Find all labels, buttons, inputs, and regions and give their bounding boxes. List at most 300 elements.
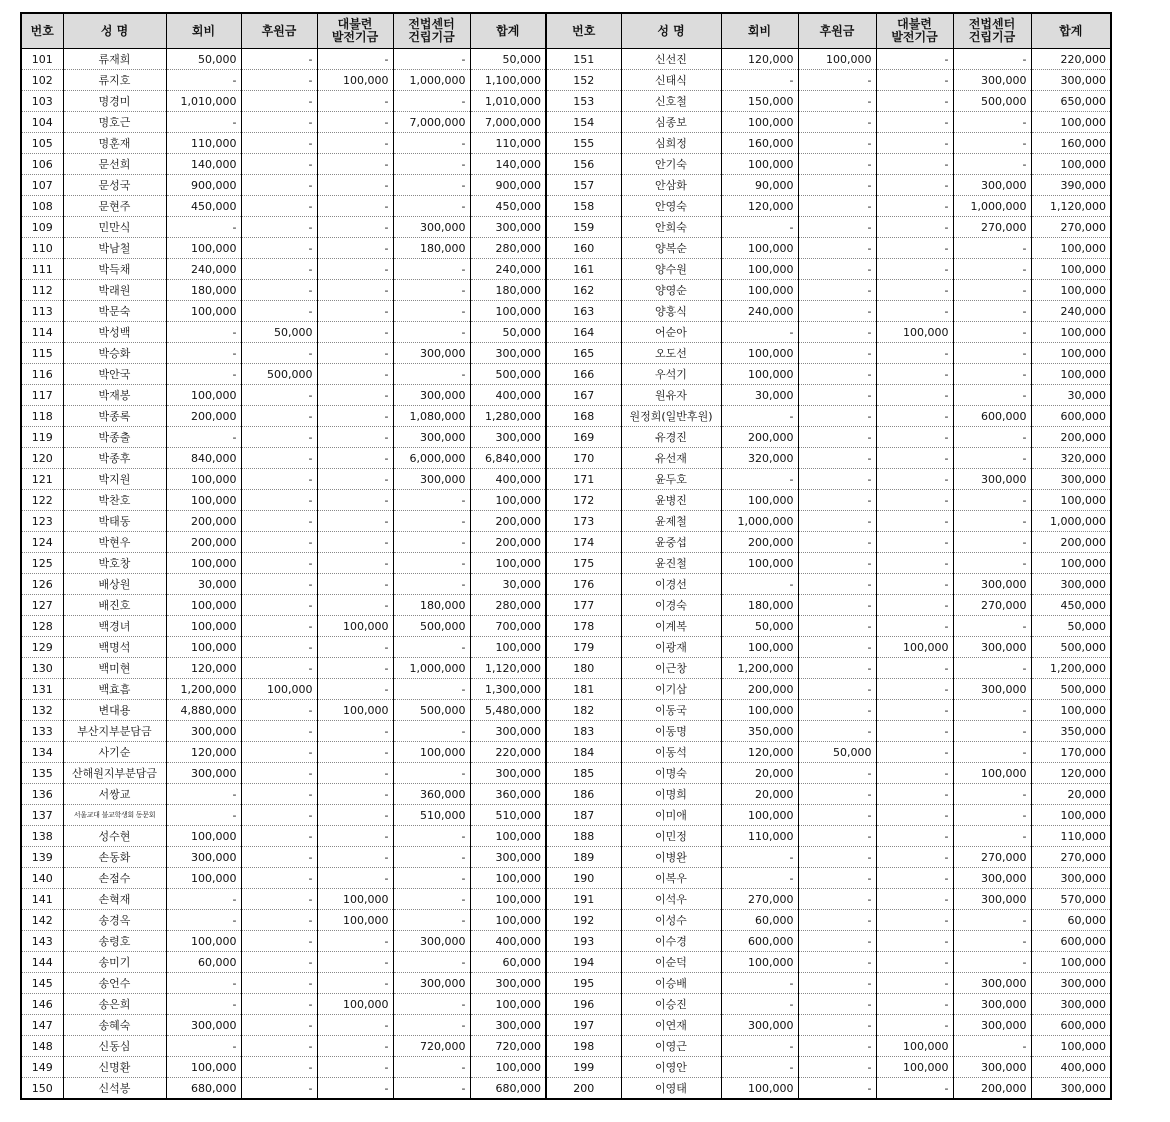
cell-total: 220,000 xyxy=(470,742,546,763)
cell-name: 이연재 xyxy=(621,1015,721,1036)
table-row xyxy=(21,637,1111,658)
cell-name: 이석우 xyxy=(621,889,721,910)
cell-development-fund: - xyxy=(876,70,953,91)
cell-name: 이병완 xyxy=(621,847,721,868)
cell-donation: - xyxy=(798,973,876,994)
cell-name: 박태동 xyxy=(63,511,166,532)
cell-total: 1,280,000 xyxy=(470,406,546,427)
cell-total: 280,000 xyxy=(470,595,546,616)
cell-center-fund: 300,000 xyxy=(393,385,470,406)
cell-total: 450,000 xyxy=(1031,595,1111,616)
cell-donation: - xyxy=(798,259,876,280)
cell-name: 양영순 xyxy=(621,280,721,301)
cell-number: 117 xyxy=(21,385,63,406)
cell-development-fund: - xyxy=(317,385,393,406)
cell-total: 60,000 xyxy=(1031,910,1111,931)
cell-center-fund: - xyxy=(953,385,1031,406)
cell-number: 164 xyxy=(546,322,621,343)
table-row xyxy=(21,868,1111,889)
cell-number: 163 xyxy=(546,301,621,322)
cell-center-fund: 180,000 xyxy=(393,238,470,259)
cell-center-fund: - xyxy=(393,532,470,553)
cell-membership-fee: 160,000 xyxy=(721,133,798,154)
cell-center-fund: - xyxy=(393,301,470,322)
cell-membership-fee: - xyxy=(721,406,798,427)
cell-total: 100,000 xyxy=(470,889,546,910)
cell-development-fund: - xyxy=(317,448,393,469)
cell-development-fund: - xyxy=(317,868,393,889)
table-row xyxy=(21,511,1111,532)
cell-center-fund: - xyxy=(953,448,1031,469)
cell-number: 156 xyxy=(546,154,621,175)
cell-number: 160 xyxy=(546,238,621,259)
cell-center-fund: - xyxy=(953,259,1031,280)
cell-membership-fee: 60,000 xyxy=(721,910,798,931)
cell-number: 152 xyxy=(546,70,621,91)
cell-total: 390,000 xyxy=(1031,175,1111,196)
cell-name: 민만식 xyxy=(63,217,166,238)
cell-donation: - xyxy=(798,658,876,679)
cell-donation: - xyxy=(241,994,317,1015)
cell-name: 어순아 xyxy=(621,322,721,343)
cell-membership-fee: 100,000 xyxy=(166,868,241,889)
cell-number: 158 xyxy=(546,196,621,217)
cell-membership-fee: 110,000 xyxy=(166,133,241,154)
cell-name: 박종후 xyxy=(63,448,166,469)
cell-number: 113 xyxy=(21,301,63,322)
header-line: 후원금 xyxy=(819,23,855,38)
table-row xyxy=(21,553,1111,574)
cell-development-fund: - xyxy=(317,364,393,385)
cell-membership-fee: - xyxy=(721,70,798,91)
cell-center-fund: - xyxy=(953,364,1031,385)
cell-total: 100,000 xyxy=(470,826,546,847)
header-row xyxy=(21,13,1111,49)
cell-development-fund: - xyxy=(876,889,953,910)
table-row xyxy=(21,217,1111,238)
cell-donation: - xyxy=(241,217,317,238)
cell-total: 1,120,000 xyxy=(470,658,546,679)
cell-total: 100,000 xyxy=(470,553,546,574)
header-line: 전법센터 xyxy=(968,17,1016,31)
table-row xyxy=(21,532,1111,553)
cell-development-fund: - xyxy=(876,469,953,490)
cell-name: 이승진 xyxy=(621,994,721,1015)
cell-total: 700,000 xyxy=(470,616,546,637)
cell-center-fund: 500,000 xyxy=(393,700,470,721)
cell-name: 신호철 xyxy=(621,91,721,112)
cell-number: 192 xyxy=(546,910,621,931)
cell-donation: - xyxy=(798,1036,876,1057)
cell-development-fund: - xyxy=(876,490,953,511)
cell-donation: - xyxy=(798,217,876,238)
cell-center-fund: - xyxy=(953,553,1031,574)
cell-total: 680,000 xyxy=(470,1078,546,1100)
cell-total: 300,000 xyxy=(1031,994,1111,1015)
cell-total: 120,000 xyxy=(1031,763,1111,784)
cell-name: 박호창 xyxy=(63,553,166,574)
cell-donation: - xyxy=(798,616,876,637)
cell-total: 500,000 xyxy=(1031,637,1111,658)
cell-number: 110 xyxy=(21,238,63,259)
cell-development-fund: - xyxy=(317,406,393,427)
cell-center-fund: - xyxy=(953,133,1031,154)
cell-number: 159 xyxy=(546,217,621,238)
cell-development-fund: - xyxy=(876,931,953,952)
cell-donation: - xyxy=(241,889,317,910)
column-header-center-fund xyxy=(393,13,470,49)
cell-number: 186 xyxy=(546,784,621,805)
cell-number: 179 xyxy=(546,637,621,658)
cell-center-fund: - xyxy=(953,427,1031,448)
cell-number: 165 xyxy=(546,343,621,364)
cell-development-fund: 100,000 xyxy=(317,910,393,931)
cell-membership-fee: - xyxy=(166,112,241,133)
cell-center-fund: 1,080,000 xyxy=(393,406,470,427)
cell-center-fund: - xyxy=(953,343,1031,364)
table-row xyxy=(21,805,1111,826)
cell-development-fund: - xyxy=(317,49,393,70)
cell-donation: - xyxy=(241,805,317,826)
cell-donation: - xyxy=(798,1078,876,1100)
cell-name: 이영안 xyxy=(621,1057,721,1078)
cell-development-fund: - xyxy=(317,1015,393,1036)
cell-membership-fee: - xyxy=(721,574,798,595)
cell-center-fund: 300,000 xyxy=(393,217,470,238)
cell-total: 300,000 xyxy=(470,721,546,742)
cell-membership-fee: 100,000 xyxy=(721,238,798,259)
cell-donation: - xyxy=(241,952,317,973)
cell-donation: 100,000 xyxy=(798,49,876,70)
cell-donation: - xyxy=(241,427,317,448)
cell-development-fund: - xyxy=(317,259,393,280)
cell-membership-fee: 20,000 xyxy=(721,763,798,784)
cell-center-fund: - xyxy=(953,511,1031,532)
cell-number: 127 xyxy=(21,595,63,616)
cell-name: 박문숙 xyxy=(63,301,166,322)
cell-membership-fee: - xyxy=(721,469,798,490)
table-row xyxy=(21,175,1111,196)
cell-number: 120 xyxy=(21,448,63,469)
cell-center-fund: - xyxy=(393,322,470,343)
cell-name: 신석봉 xyxy=(63,1078,166,1100)
cell-name: 원유자 xyxy=(621,385,721,406)
cell-center-fund: - xyxy=(393,490,470,511)
cell-total: 300,000 xyxy=(470,973,546,994)
cell-donation: - xyxy=(241,280,317,301)
table-row xyxy=(21,763,1111,784)
cell-total: 320,000 xyxy=(1031,448,1111,469)
cell-membership-fee: 100,000 xyxy=(721,280,798,301)
cell-number: 167 xyxy=(546,385,621,406)
cell-name: 백경녀 xyxy=(63,616,166,637)
column-header-development-fund xyxy=(876,13,953,49)
cell-development-fund: - xyxy=(876,721,953,742)
cell-membership-fee: 100,000 xyxy=(721,553,798,574)
cell-center-fund: 300,000 xyxy=(953,994,1031,1015)
cell-donation: - xyxy=(241,721,317,742)
cell-name: 송령호 xyxy=(63,931,166,952)
cell-membership-fee: 1,200,000 xyxy=(166,679,241,700)
cell-membership-fee: 50,000 xyxy=(721,616,798,637)
cell-total: 570,000 xyxy=(1031,889,1111,910)
cell-donation: - xyxy=(241,595,317,616)
cell-name: 서울교대 불교학생회 동문회 xyxy=(63,805,166,826)
cell-name: 이기삼 xyxy=(621,679,721,700)
cell-number: 121 xyxy=(21,469,63,490)
cell-name: 박현우 xyxy=(63,532,166,553)
header-line: 후원금 xyxy=(261,23,297,38)
header-line: 발전기금 xyxy=(331,30,379,44)
cell-development-fund: - xyxy=(317,532,393,553)
cell-membership-fee: 100,000 xyxy=(721,1078,798,1100)
cell-development-fund: - xyxy=(317,679,393,700)
cell-center-fund: 100,000 xyxy=(953,763,1031,784)
cell-membership-fee: - xyxy=(166,910,241,931)
cell-total: 300,000 xyxy=(470,427,546,448)
cell-number: 108 xyxy=(21,196,63,217)
column-header-membership-fee xyxy=(721,13,798,49)
cell-donation: - xyxy=(798,70,876,91)
table-row xyxy=(21,889,1111,910)
cell-membership-fee: - xyxy=(166,973,241,994)
table-row xyxy=(21,49,1111,70)
cell-development-fund: - xyxy=(876,595,953,616)
cell-number: 176 xyxy=(546,574,621,595)
cell-total: 600,000 xyxy=(1031,406,1111,427)
cell-membership-fee: - xyxy=(166,994,241,1015)
table-row xyxy=(21,427,1111,448)
cell-center-fund: - xyxy=(393,259,470,280)
cell-total: 450,000 xyxy=(470,196,546,217)
cell-development-fund: - xyxy=(317,238,393,259)
cell-number: 155 xyxy=(546,133,621,154)
cell-number: 199 xyxy=(546,1057,621,1078)
cell-membership-fee: 110,000 xyxy=(721,826,798,847)
cell-development-fund: - xyxy=(317,301,393,322)
cell-donation: - xyxy=(798,952,876,973)
cell-name: 이복우 xyxy=(621,868,721,889)
cell-center-fund: - xyxy=(393,868,470,889)
cell-number: 150 xyxy=(21,1078,63,1100)
cell-name: 박안국 xyxy=(63,364,166,385)
cell-development-fund: - xyxy=(317,112,393,133)
table-row xyxy=(21,847,1111,868)
cell-development-fund: - xyxy=(317,343,393,364)
header-line: 건립기금 xyxy=(968,30,1016,44)
cell-name: 이광재 xyxy=(621,637,721,658)
cell-name: 원정희(일반후원) xyxy=(621,406,721,427)
table-row xyxy=(21,448,1111,469)
cell-center-fund: 510,000 xyxy=(393,805,470,826)
cell-donation: - xyxy=(798,280,876,301)
cell-center-fund: 300,000 xyxy=(953,70,1031,91)
cell-development-fund: - xyxy=(317,805,393,826)
cell-number: 134 xyxy=(21,742,63,763)
cell-total: 100,000 xyxy=(470,910,546,931)
cell-development-fund: - xyxy=(876,742,953,763)
cell-center-fund: 600,000 xyxy=(953,406,1031,427)
cell-total: 360,000 xyxy=(470,784,546,805)
cell-name: 윤제철 xyxy=(621,511,721,532)
cell-number: 157 xyxy=(546,175,621,196)
cell-membership-fee: - xyxy=(721,322,798,343)
cell-name: 이명숙 xyxy=(621,763,721,784)
cell-total: 270,000 xyxy=(1031,847,1111,868)
cell-membership-fee: - xyxy=(721,868,798,889)
cell-donation: - xyxy=(241,1078,317,1100)
cell-membership-fee: 100,000 xyxy=(721,805,798,826)
cell-center-fund: - xyxy=(953,826,1031,847)
column-header-name xyxy=(63,13,166,49)
cell-donation: - xyxy=(798,805,876,826)
cell-name: 이영태 xyxy=(621,1078,721,1100)
cell-membership-fee: 180,000 xyxy=(721,595,798,616)
cell-development-fund: - xyxy=(876,280,953,301)
cell-membership-fee: 100,000 xyxy=(166,385,241,406)
cell-name: 문성국 xyxy=(63,175,166,196)
cell-center-fund: 1,000,000 xyxy=(393,70,470,91)
cell-number: 101 xyxy=(21,49,63,70)
cell-donation: - xyxy=(241,553,317,574)
header-line: 전법센터 xyxy=(408,17,455,31)
cell-number: 129 xyxy=(21,637,63,658)
cell-donation: - xyxy=(798,469,876,490)
cell-membership-fee: 20,000 xyxy=(721,784,798,805)
cell-number: 104 xyxy=(21,112,63,133)
cell-development-fund: - xyxy=(876,133,953,154)
cell-membership-fee: - xyxy=(166,805,241,826)
cell-membership-fee: 600,000 xyxy=(721,931,798,952)
cell-development-fund: - xyxy=(876,1015,953,1036)
table-row xyxy=(21,301,1111,322)
cell-development-fund: - xyxy=(876,574,953,595)
cell-name: 서쌍교 xyxy=(63,784,166,805)
cell-membership-fee: 200,000 xyxy=(721,679,798,700)
cell-development-fund: 100,000 xyxy=(317,700,393,721)
cell-total: 60,000 xyxy=(470,952,546,973)
cell-development-fund: - xyxy=(317,280,393,301)
cell-development-fund: - xyxy=(317,973,393,994)
table-row xyxy=(21,385,1111,406)
cell-donation: - xyxy=(798,301,876,322)
cell-development-fund: - xyxy=(876,952,953,973)
cell-development-fund: - xyxy=(317,133,393,154)
cell-membership-fee: 350,000 xyxy=(721,721,798,742)
cell-development-fund: 100,000 xyxy=(876,322,953,343)
cell-membership-fee: 180,000 xyxy=(166,280,241,301)
cell-development-fund: - xyxy=(317,175,393,196)
cell-name: 명훈재 xyxy=(63,133,166,154)
cell-total: 1,120,000 xyxy=(1031,196,1111,217)
table-row xyxy=(21,91,1111,112)
cell-number: 198 xyxy=(546,1036,621,1057)
cell-donation: 50,000 xyxy=(241,322,317,343)
cell-total: 100,000 xyxy=(470,868,546,889)
cell-development-fund: - xyxy=(876,532,953,553)
cell-development-fund: - xyxy=(876,301,953,322)
cell-development-fund: - xyxy=(876,868,953,889)
cell-donation: - xyxy=(798,679,876,700)
cell-membership-fee: 100,000 xyxy=(721,343,798,364)
cell-membership-fee: 100,000 xyxy=(166,637,241,658)
cell-development-fund: - xyxy=(876,511,953,532)
cell-development-fund: - xyxy=(876,343,953,364)
cell-name: 박종록 xyxy=(63,406,166,427)
cell-name: 이미애 xyxy=(621,805,721,826)
cell-center-fund: 300,000 xyxy=(953,574,1031,595)
cell-number: 133 xyxy=(21,721,63,742)
cell-name: 양홍식 xyxy=(621,301,721,322)
cell-donation: - xyxy=(241,931,317,952)
cell-development-fund: - xyxy=(876,217,953,238)
header-line: 대불련 xyxy=(337,17,373,31)
cell-name: 신동심 xyxy=(63,1036,166,1057)
cell-donation: - xyxy=(798,196,876,217)
cell-development-fund: - xyxy=(876,784,953,805)
cell-development-fund: - xyxy=(876,385,953,406)
cell-name: 문선희 xyxy=(63,154,166,175)
donation-table xyxy=(20,12,1112,1100)
cell-center-fund: - xyxy=(393,826,470,847)
cell-development-fund: - xyxy=(876,658,953,679)
cell-donation: - xyxy=(241,826,317,847)
cell-development-fund: - xyxy=(876,553,953,574)
cell-membership-fee: - xyxy=(166,217,241,238)
cell-number: 143 xyxy=(21,931,63,952)
cell-name: 이계복 xyxy=(621,616,721,637)
cell-name: 손동화 xyxy=(63,847,166,868)
cell-donation: - xyxy=(241,763,317,784)
table-row xyxy=(21,1057,1111,1078)
cell-membership-fee: 1,200,000 xyxy=(721,658,798,679)
table-row xyxy=(21,490,1111,511)
cell-number: 145 xyxy=(21,973,63,994)
cell-membership-fee: 100,000 xyxy=(166,826,241,847)
cell-donation: - xyxy=(241,196,317,217)
cell-name: 박성백 xyxy=(63,322,166,343)
cell-donation: - xyxy=(798,826,876,847)
header-line: 대불련 xyxy=(897,17,932,31)
cell-donation: 100,000 xyxy=(241,679,317,700)
cell-center-fund: - xyxy=(953,322,1031,343)
cell-name: 박남철 xyxy=(63,238,166,259)
cell-development-fund: - xyxy=(876,910,953,931)
cell-total: 900,000 xyxy=(470,175,546,196)
cell-total: 100,000 xyxy=(470,1057,546,1078)
cell-development-fund: - xyxy=(876,196,953,217)
cell-membership-fee: 120,000 xyxy=(721,742,798,763)
cell-donation: 50,000 xyxy=(798,742,876,763)
cell-total: 300,000 xyxy=(1031,574,1111,595)
cell-name: 이수경 xyxy=(621,931,721,952)
table-row xyxy=(21,574,1111,595)
cell-number: 173 xyxy=(546,511,621,532)
cell-development-fund: - xyxy=(876,259,953,280)
cell-development-fund: - xyxy=(876,112,953,133)
cell-name: 신태식 xyxy=(621,70,721,91)
cell-name: 성수현 xyxy=(63,826,166,847)
cell-center-fund: - xyxy=(953,301,1031,322)
cell-total: 400,000 xyxy=(470,385,546,406)
column-header-total xyxy=(470,13,546,49)
cell-membership-fee: 100,000 xyxy=(166,469,241,490)
cell-donation: - xyxy=(798,133,876,154)
cell-center-fund: 300,000 xyxy=(953,1015,1031,1036)
cell-donation: - xyxy=(241,49,317,70)
cell-number: 196 xyxy=(546,994,621,1015)
table-row xyxy=(21,679,1111,700)
